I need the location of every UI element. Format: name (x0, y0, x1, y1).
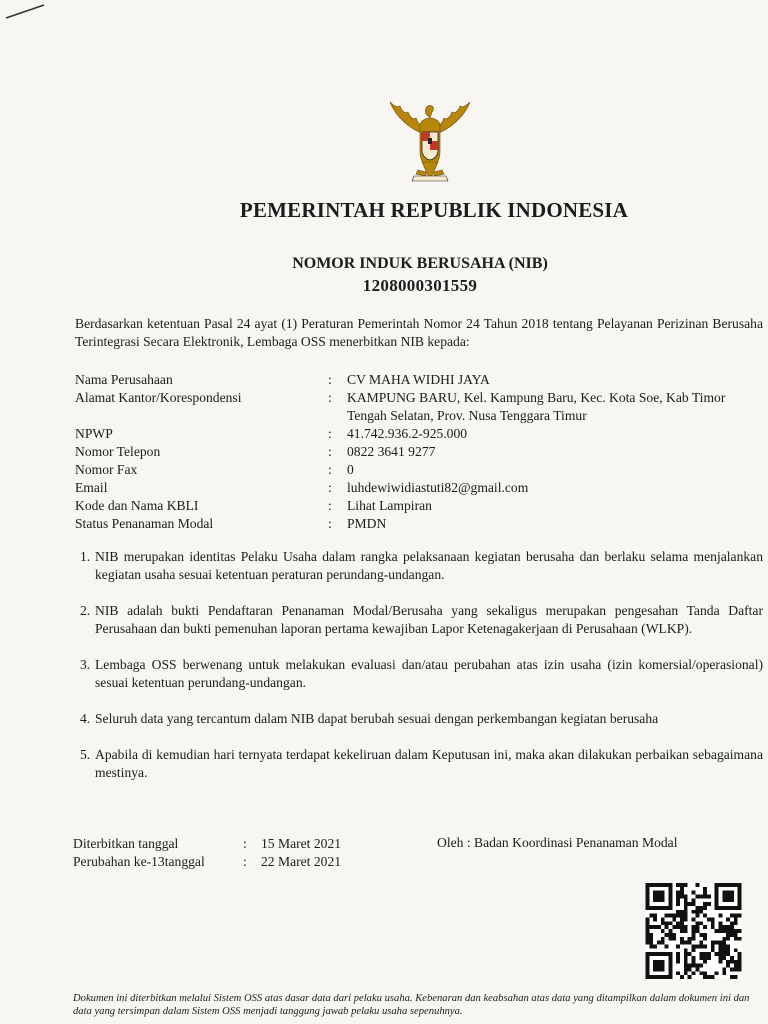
list-item (80, 710, 763, 728)
changed-date: 22 Maret 2021 (261, 854, 342, 869)
field-label: Nama Perusahaan (75, 372, 173, 387)
note-number: 3. (80, 657, 91, 672)
note-number: 5. (80, 747, 91, 762)
note-text: Apabila di kemudian hari ternyata terdapat kekeliruan dalam Keputusan ini, maka akan dilakukan perbaikan sebagaimana mestinya. (95, 747, 763, 780)
issued-colon: : (243, 836, 247, 851)
pen-mark-icon (4, 2, 48, 22)
changed-colon: : (243, 854, 247, 869)
field-colon: : (328, 426, 332, 441)
page-title: PEMERINTAH REPUBLIK INDONESIA (239, 198, 629, 222)
field-value: KAMPUNG BARU, Kel. Kampung Baru, Kec. Kota Soe, Kab Timor Tengah Selatan, Prov. Nusa Tenggara Timur (347, 390, 726, 423)
company-details (75, 371, 765, 533)
field-label: Nomor Telepon (75, 444, 161, 459)
field-colon: : (328, 462, 332, 477)
field-row (75, 479, 765, 497)
field-colon: : (328, 444, 332, 459)
garuda-emblem-icon (384, 96, 476, 188)
field-value: 0822 3641 9277 (347, 444, 436, 459)
field-colon: : (328, 390, 332, 405)
list-item (80, 602, 763, 638)
field-value: Lihat Lampiran (347, 498, 432, 513)
field-row (75, 425, 765, 443)
note-text: Lembaga OSS berwenang untuk melakukan evaluasi dan/atau perubahan atas izin usaha (izin komersial/operasional) sesuai ketentuan perundang-undangan. (95, 657, 763, 690)
document-subtitle: NOMOR INDUK BERUSAHA (NIB) (292, 255, 548, 272)
field-label: Alamat Kantor/Korespondensi (75, 390, 242, 405)
list-item (80, 656, 763, 692)
note-number: 1. (80, 549, 91, 564)
changed-label: Perubahan ke-13tanggal (73, 854, 205, 869)
field-value: luhdewiwidiastuti82@gmail.com (347, 480, 529, 495)
field-colon: : (328, 372, 332, 387)
issued-date: 15 Maret 2021 (261, 836, 342, 851)
field-label: Status Penanaman Modal (75, 516, 214, 531)
list-item (80, 746, 763, 782)
footer-disclaimer: Dokumen ini diterbitkan melalui Sistem OSS atas dasar data dari pelaku usaha. Kebenaran dan keabsahan atas data yang ditampilkan dalam dokumen ini dan data yang tersimpan dalam Sistem OSS menjadi tanggung jawab pelaku usaha sepenuhnya. (73, 993, 750, 1017)
field-row (75, 497, 765, 515)
note-text: NIB merupakan identitas Pelaku Usaha dalam rangka pelaksanaan kegiatan berusaha dan berlaku selama menjalankan kegiatan usaha sesuai ketentuan peraturan perundang-undangan. (95, 549, 763, 582)
field-label: Email (75, 480, 108, 495)
list-item (80, 548, 763, 584)
field-colon: : (328, 498, 332, 513)
field-label: Nomor Fax (75, 462, 138, 477)
field-value: 0 (347, 462, 354, 477)
intro-paragraph: Berdasarkan ketentuan Pasal 24 ayat (1) Peraturan Pemerintah Nomor 24 Tahun 2018 tentang Pelayanan Perizinan Berusaha Terintegrasi Secara Elektronik, Lembaga OSS menerbitkan NIB kepada: (75, 316, 763, 349)
field-colon: : (328, 480, 332, 495)
field-label: Kode dan Nama KBLI (75, 498, 199, 513)
note-text: Seluruh data yang tercantum dalam NIB dapat berubah sesuai dengan perkembangan kegiatan berusaha (95, 711, 659, 726)
issued-row (73, 835, 341, 853)
note-text: NIB adalah bukti Pendaftaran Penanaman Modal/Berusaha yang sekaligus merupakan pengesahan Tanda Daftar Perusahaan dan bukti pemenuhan laporan pertama kewajiban Lapor Ketenagakerjaan di Perusahaan (WLKP). (95, 603, 763, 636)
field-row (75, 389, 765, 425)
field-row (75, 443, 765, 461)
field-row (75, 461, 765, 479)
nib-number: 1208000301559 (362, 276, 478, 295)
qr-code-icon (642, 883, 745, 979)
field-value: 41.742.936.2-925.000 (347, 426, 468, 441)
issuing-authority: Oleh : Badan Koordinasi Penanaman Modal (437, 835, 678, 850)
field-value: CV MAHA WIDHI JAYA (347, 372, 490, 387)
field-colon: : (328, 516, 332, 531)
field-row (75, 515, 765, 533)
notes-list (80, 548, 763, 800)
note-number: 4. (80, 711, 91, 726)
issued-label: Diterbitkan tanggal (73, 836, 179, 851)
issuance-dates (73, 835, 341, 871)
field-value: PMDN (347, 516, 387, 531)
field-row (75, 371, 765, 389)
changed-row (73, 853, 341, 871)
note-number: 2. (80, 603, 91, 618)
field-label: NPWP (75, 426, 113, 441)
